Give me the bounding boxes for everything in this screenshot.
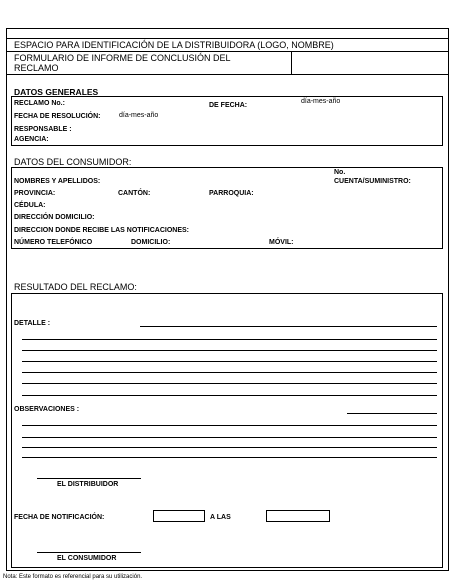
consumidor-signature-line[interactable]	[37, 552, 141, 553]
movil-label: MÓVIL:	[269, 239, 294, 246]
canton-label: CANTÓN:	[118, 190, 151, 197]
fecha-notificacion-label: FECHA DE NOTIFICACIÓN:	[14, 514, 105, 521]
header-vertical-divider	[291, 51, 292, 74]
detalle-line[interactable]	[22, 361, 437, 362]
no-label: No.	[334, 169, 346, 176]
detalle-line[interactable]	[22, 350, 437, 351]
consumidor-label: EL CONSUMIDOR	[57, 555, 117, 562]
datos-generales-heading: DATOS GENERALES	[14, 87, 99, 97]
fecha-notificacion-field[interactable]	[153, 510, 205, 522]
header-bottom-line	[6, 74, 449, 75]
detalle-line[interactable]	[22, 339, 437, 340]
form-title-line1: FORMULARIO DE INFORME DE CONCLUSIÓN DEL	[14, 53, 231, 63]
detalle-label: DETALLE :	[14, 320, 51, 327]
header-divider	[6, 51, 449, 52]
observaciones-line[interactable]	[22, 447, 437, 448]
domicilio-label: DOMICILIO:	[131, 239, 171, 246]
distribuidor-label: EL DISTRIBUIDOR	[57, 481, 119, 488]
cuenta-label: CUENTA/SUMINISTRO:	[334, 178, 411, 185]
resultado-box	[11, 293, 443, 568]
datos-consumidor-heading: DATOS DEL CONSUMIDOR:	[14, 157, 132, 167]
hora-notificacion-field[interactable]	[266, 510, 330, 522]
distribuidor-signature-line[interactable]	[37, 478, 141, 479]
responsable-label: RESPONSABLE :	[14, 126, 72, 133]
fecha-resolucion-value: día-mes-año	[119, 112, 159, 119]
agencia-label: AGENCIA:	[14, 136, 49, 143]
distributor-id-title: ESPACIO PARA IDENTIFICACIÓN DE LA DISTRIBUIDORA (LOGO, NOMBRE)	[14, 40, 334, 50]
de-fecha-label: DE FECHA:	[209, 102, 248, 109]
de-fecha-value: día-mes-año	[301, 98, 341, 105]
observaciones-line[interactable]	[347, 413, 437, 414]
observaciones-label: OBSERVACIONES :	[14, 406, 80, 413]
nombres-label: NOMBRES Y APELLIDOS:	[14, 178, 101, 185]
header-top-line	[6, 38, 449, 39]
detalle-line[interactable]	[140, 326, 437, 327]
detalle-line[interactable]	[22, 383, 437, 384]
reclamo-no-label: RECLAMO No.:	[14, 100, 65, 107]
footer-note: Nota: Este formato es referencial para su utilización.	[3, 574, 143, 580]
resultado-heading: RESULTADO DEL RECLAMO:	[14, 282, 137, 292]
cedula-label: CÉDULA:	[14, 202, 46, 209]
telefono-label: NÚMERO TELEFÓNICO	[14, 239, 93, 246]
detalle-line[interactable]	[22, 372, 437, 373]
provincia-label: PROVINCIA:	[14, 190, 56, 197]
observaciones-line[interactable]	[22, 457, 437, 458]
observaciones-line[interactable]	[22, 425, 437, 426]
fecha-resolucion-label: FECHA DE RESOLUCIÓN:	[14, 113, 101, 120]
direccion-domicilio-label: DIRECCIÓN DOMICILIO:	[14, 214, 95, 221]
a-las-label: A LAS	[210, 514, 231, 521]
detalle-line[interactable]	[22, 395, 437, 396]
observaciones-line[interactable]	[22, 437, 437, 438]
parroquia-label: PARROQUIA:	[209, 190, 254, 197]
form-title-line2: RECLAMO	[14, 63, 59, 73]
direccion-notificaciones-label: DIRECCION DONDE RECIBE LAS NOTIFICACIONES:	[14, 227, 190, 234]
